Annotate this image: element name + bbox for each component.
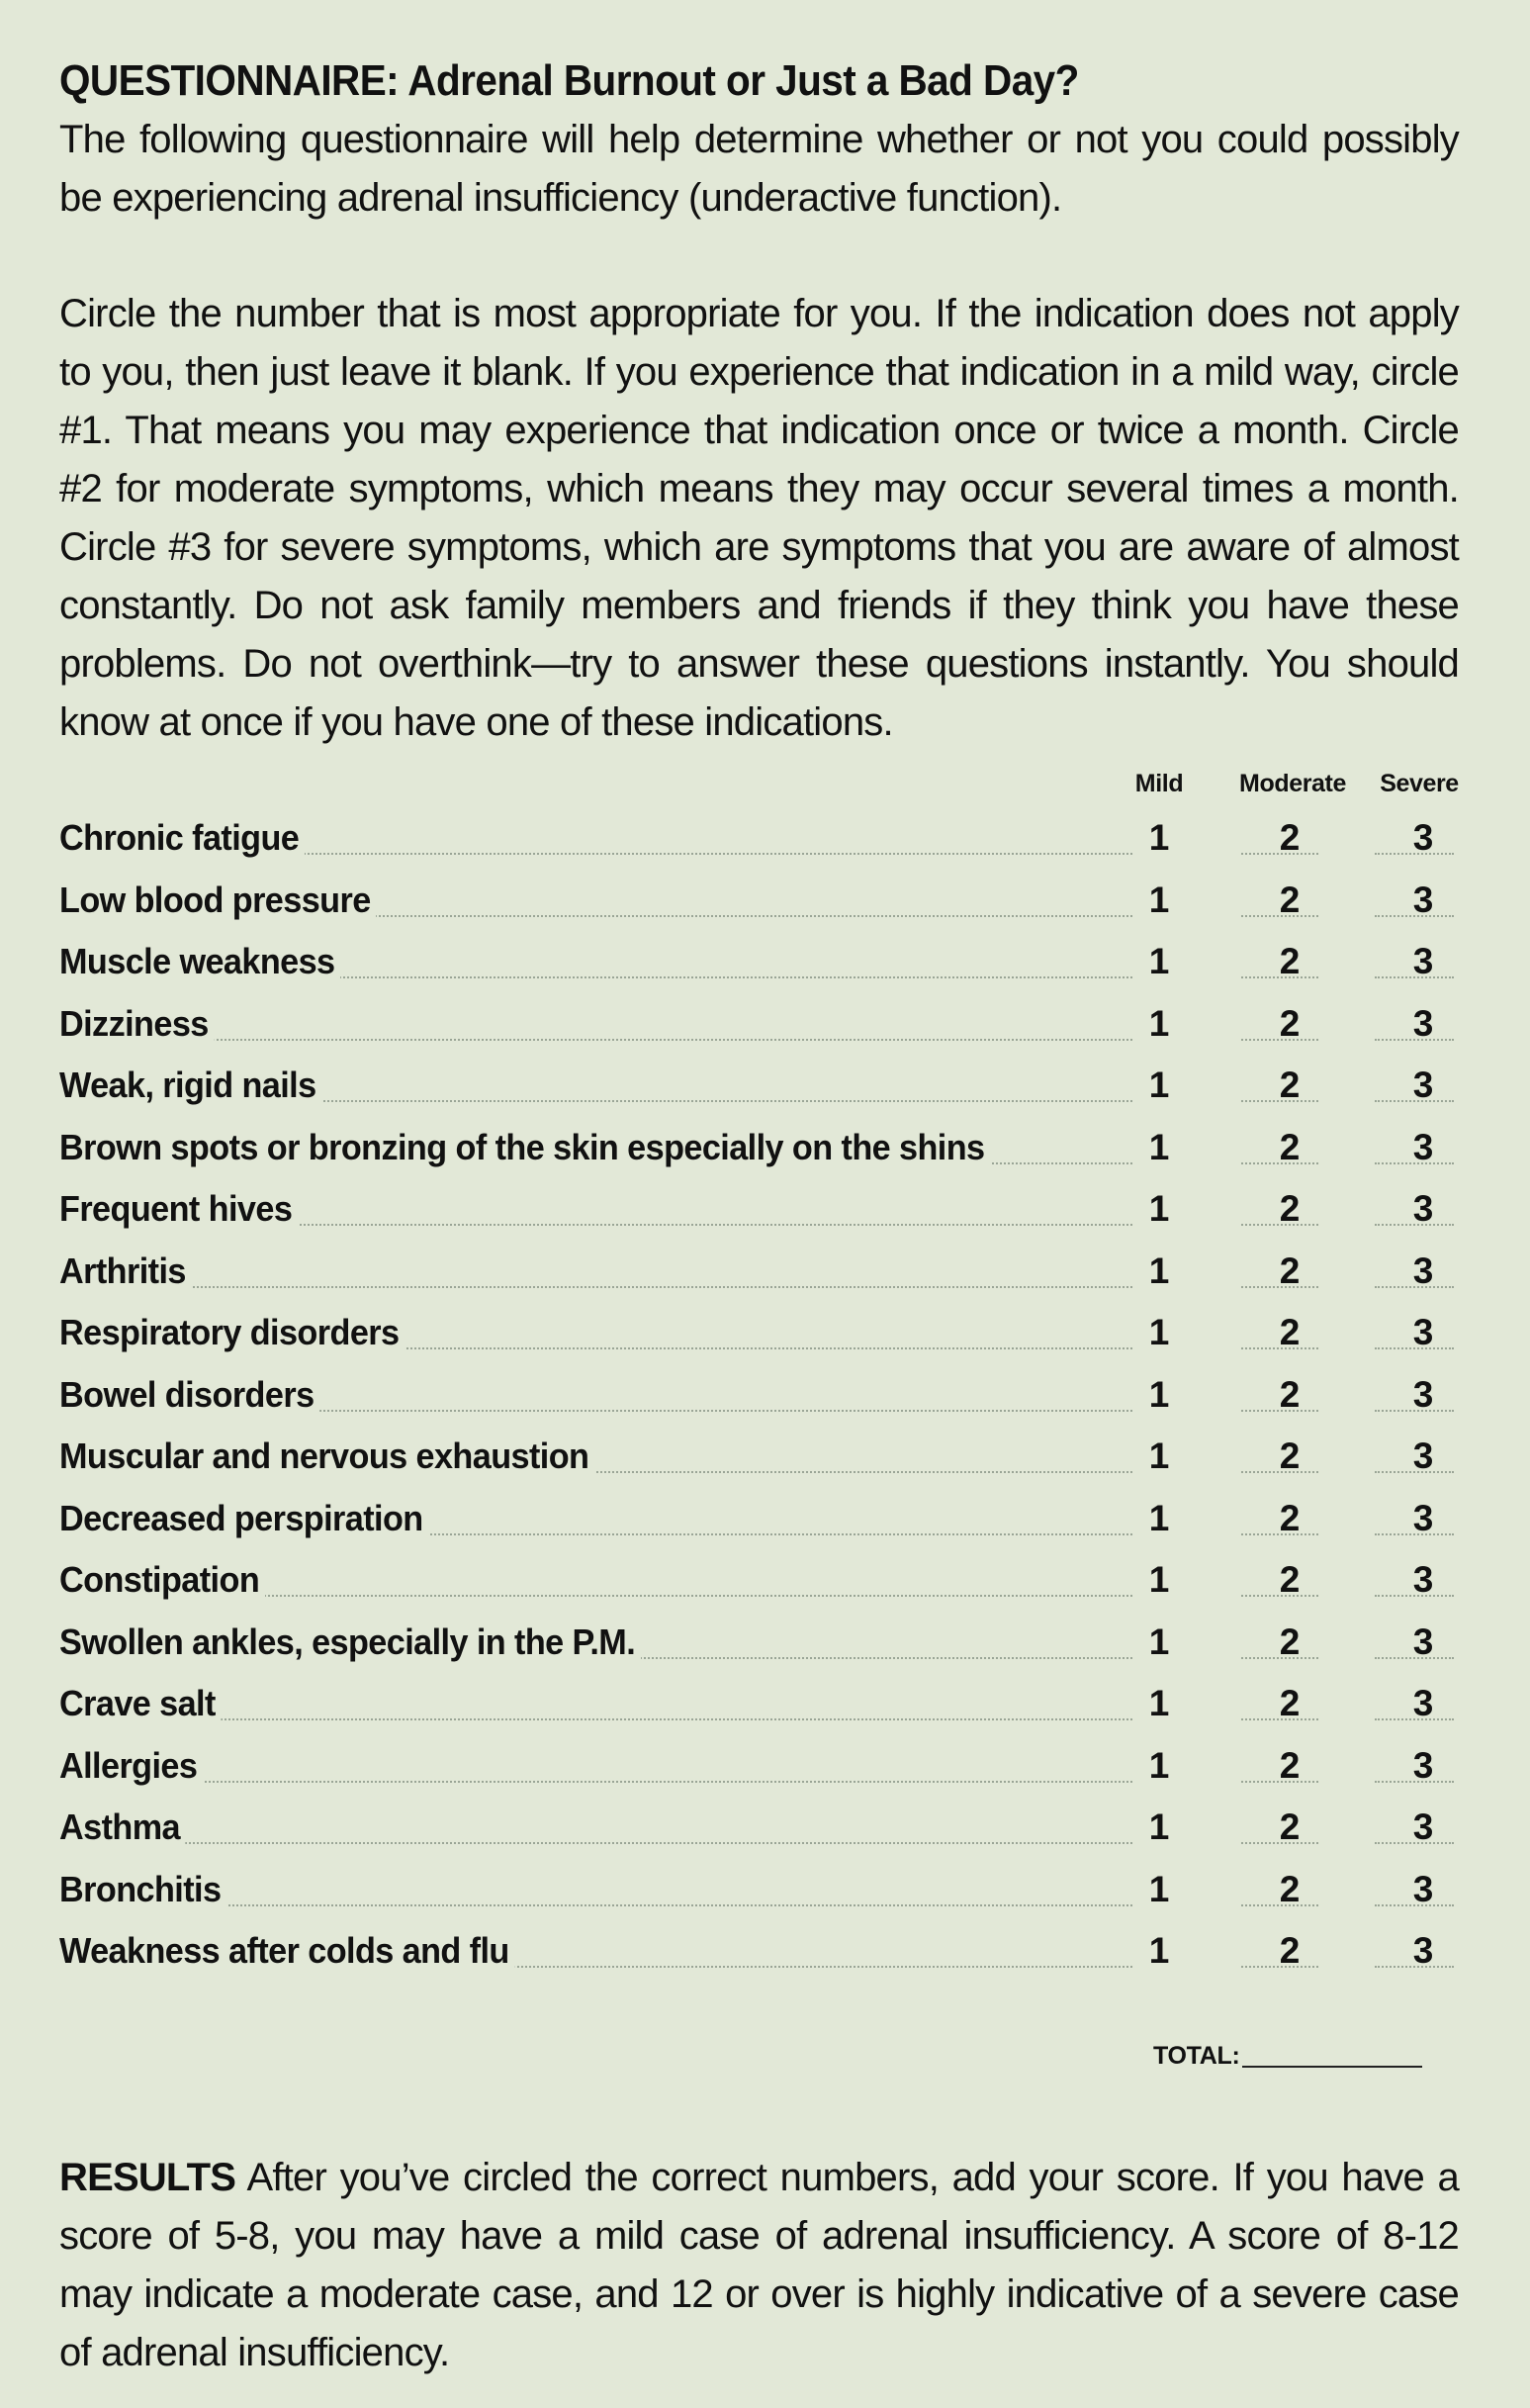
symptom-row [59, 1245, 1459, 1307]
score-option-2[interactable]: 2 [1279, 1188, 1301, 1229]
score-option-1[interactable]: 1 [1148, 1559, 1170, 1600]
symptom-row [59, 1616, 1459, 1678]
symptom-row [59, 1121, 1459, 1183]
column-header-severe: Severe [1380, 770, 1459, 797]
symptom-row [59, 1924, 1459, 1987]
symptom-row [59, 811, 1459, 874]
symptom-label: Muscular and nervous exhaustion [59, 1436, 594, 1477]
score-option-2[interactable]: 2 [1279, 1621, 1301, 1662]
dotted-leader [59, 1039, 1132, 1041]
score-option-2[interactable]: 2 [1279, 1436, 1301, 1476]
score-option-3[interactable]: 3 [1412, 1188, 1434, 1229]
score-option-2[interactable]: 2 [1279, 1312, 1301, 1352]
score-option-1[interactable]: 1 [1148, 1373, 1170, 1415]
symptom-label: Weakness after colds and flu [59, 1930, 514, 1972]
score-option-1[interactable]: 1 [1148, 817, 1170, 858]
score-option-1[interactable]: 1 [1148, 1436, 1170, 1476]
score-option-2[interactable]: 2 [1279, 879, 1301, 920]
score-option-2[interactable]: 2 [1279, 1930, 1301, 1971]
symptom-row [59, 1863, 1459, 1925]
score-option-1[interactable]: 1 [1148, 1002, 1170, 1044]
symptom-row [59, 1739, 1459, 1802]
results-text: After you’ve circled the correct numbers, add your score. If you have a score of 5-8, you may have a mild case of adrenal insufficiency. A score of 8-12 may indicate a moderate case, and 12 or over is highly indicative of a severe case of adrenal insufficiency. [59, 2155, 1460, 2374]
score-option-3[interactable]: 3 [1412, 1930, 1434, 1971]
score-option-3[interactable]: 3 [1412, 1744, 1434, 1786]
symptom-label: Bronchitis [59, 1869, 226, 1910]
symptom-label: Bowel disorders [59, 1374, 319, 1416]
score-option-2[interactable]: 2 [1279, 1250, 1301, 1291]
score-option-2[interactable]: 2 [1279, 1868, 1301, 1909]
score-option-1[interactable]: 1 [1148, 1868, 1170, 1909]
score-option-3[interactable]: 3 [1412, 1621, 1434, 1662]
column-header-moderate: Moderate [1239, 770, 1346, 797]
score-option-1[interactable]: 1 [1148, 1312, 1170, 1352]
symptom-label: Arthritis [59, 1250, 192, 1292]
symptom-label: Allergies [59, 1745, 203, 1787]
score-option-3[interactable]: 3 [1412, 1683, 1434, 1723]
score-option-1[interactable]: 1 [1148, 1497, 1170, 1538]
score-option-3[interactable]: 3 [1412, 1436, 1434, 1476]
column-headers [59, 770, 1459, 809]
score-option-2[interactable]: 2 [1279, 1002, 1301, 1044]
score-option-1[interactable]: 1 [1148, 1930, 1170, 1971]
symptom-label: Constipation [59, 1559, 265, 1601]
symptom-label: Decreased perspiration [59, 1498, 428, 1539]
page-title: QUESTIONNAIRE: Adrenal Burnout or Just a Bad Day? [59, 56, 1079, 105]
score-option-3[interactable]: 3 [1412, 1559, 1434, 1600]
score-option-3[interactable]: 3 [1412, 1002, 1434, 1044]
score-option-2[interactable]: 2 [1279, 1683, 1301, 1723]
score-option-1[interactable]: 1 [1148, 1065, 1170, 1105]
score-option-1[interactable]: 1 [1148, 1188, 1170, 1229]
symptom-label: Dizziness [59, 1003, 214, 1045]
score-option-1[interactable]: 1 [1148, 1250, 1170, 1291]
score-option-3[interactable]: 3 [1412, 1250, 1434, 1291]
score-option-1[interactable]: 1 [1148, 1744, 1170, 1786]
score-option-2[interactable]: 2 [1279, 1497, 1301, 1538]
score-option-2[interactable]: 2 [1279, 941, 1301, 981]
dotted-leader [59, 1286, 1132, 1288]
score-option-3[interactable]: 3 [1412, 1126, 1434, 1167]
results-lead: RESULTS [59, 2155, 236, 2199]
symptom-row [59, 1492, 1459, 1554]
score-option-2[interactable]: 2 [1279, 817, 1301, 858]
total-label: TOTAL: [1153, 2041, 1240, 2070]
score-option-1[interactable]: 1 [1148, 1683, 1170, 1723]
symptom-label: Asthma [59, 1806, 186, 1848]
score-option-1[interactable]: 1 [1148, 941, 1170, 981]
symptom-label: Chronic fatigue [59, 817, 305, 859]
symptom-list [59, 811, 1459, 1987]
score-option-3[interactable]: 3 [1412, 1065, 1434, 1105]
score-option-1[interactable]: 1 [1148, 879, 1170, 920]
score-option-3[interactable]: 3 [1412, 1497, 1434, 1538]
symptom-row [59, 1059, 1459, 1121]
symptom-row [59, 1306, 1459, 1368]
score-option-3[interactable]: 3 [1412, 1806, 1434, 1847]
symptom-row [59, 1553, 1459, 1616]
symptom-row [59, 997, 1459, 1060]
score-option-3[interactable]: 3 [1412, 879, 1434, 920]
score-option-1[interactable]: 1 [1148, 1621, 1170, 1662]
score-option-2[interactable]: 2 [1279, 1559, 1301, 1600]
symptom-label: Brown spots or bronzing of the skin especially on the shins [59, 1127, 990, 1168]
symptom-label: Frequent hives [59, 1188, 298, 1230]
score-option-3[interactable]: 3 [1412, 941, 1434, 981]
symptom-row [59, 935, 1459, 997]
score-option-2[interactable]: 2 [1279, 1806, 1301, 1847]
symptom-row [59, 1368, 1459, 1431]
total-field [59, 2036, 1459, 2095]
dotted-leader [59, 1781, 1132, 1783]
score-option-3[interactable]: 3 [1412, 1373, 1434, 1415]
instructions-paragraph: Circle the number that is most appropriate for you. If the indication does not apply to you, then just leave it blank. If you experience that indication in a mild way, circle #1. That means you may experience that indication once or twice a month. Circle #2 for moderate symptoms, which means they may occur several times a month. Circle #3 for severe symptoms, which are symptoms that you are aware of almost constantly. Do not ask family members and friends if they think you have these problems. Do not overthink—try to answer these questions instantly. You should know at once if you have one of these indications. [59, 292, 1459, 744]
symptom-label: Crave salt [59, 1683, 222, 1724]
symptom-row [59, 1801, 1459, 1863]
symptom-label: Swollen ankles, especially in the P.M. [59, 1621, 641, 1663]
symptom-label: Respiratory disorders [59, 1312, 405, 1353]
score-option-3[interactable]: 3 [1412, 1868, 1434, 1909]
score-option-2[interactable]: 2 [1279, 1126, 1301, 1167]
symptom-row [59, 1677, 1459, 1739]
symptom-label: Low blood pressure [59, 880, 376, 921]
score-option-3[interactable]: 3 [1412, 1312, 1434, 1352]
symptom-label: Muscle weakness [59, 941, 340, 982]
dotted-leader [59, 1842, 1132, 1844]
score-option-2[interactable]: 2 [1279, 1744, 1301, 1786]
score-option-1[interactable]: 1 [1148, 1806, 1170, 1847]
symptom-label: Weak, rigid nails [59, 1065, 321, 1106]
score-option-2[interactable]: 2 [1279, 1065, 1301, 1105]
score-option-3[interactable]: 3 [1412, 817, 1434, 858]
score-option-1[interactable]: 1 [1148, 1126, 1170, 1167]
intro-paragraph: The following questionnaire will help determine whether or not you could possibly be experiencing adrenal insufficiency (underactive function). [59, 118, 1459, 220]
symptom-row [59, 874, 1459, 936]
symptom-row [59, 1182, 1459, 1245]
score-option-2[interactable]: 2 [1279, 1373, 1301, 1415]
total-blank-line[interactable] [1242, 2066, 1422, 2068]
symptom-row [59, 1430, 1459, 1492]
results-paragraph [59, 2149, 1459, 2382]
column-header-mild: Mild [1134, 770, 1184, 797]
